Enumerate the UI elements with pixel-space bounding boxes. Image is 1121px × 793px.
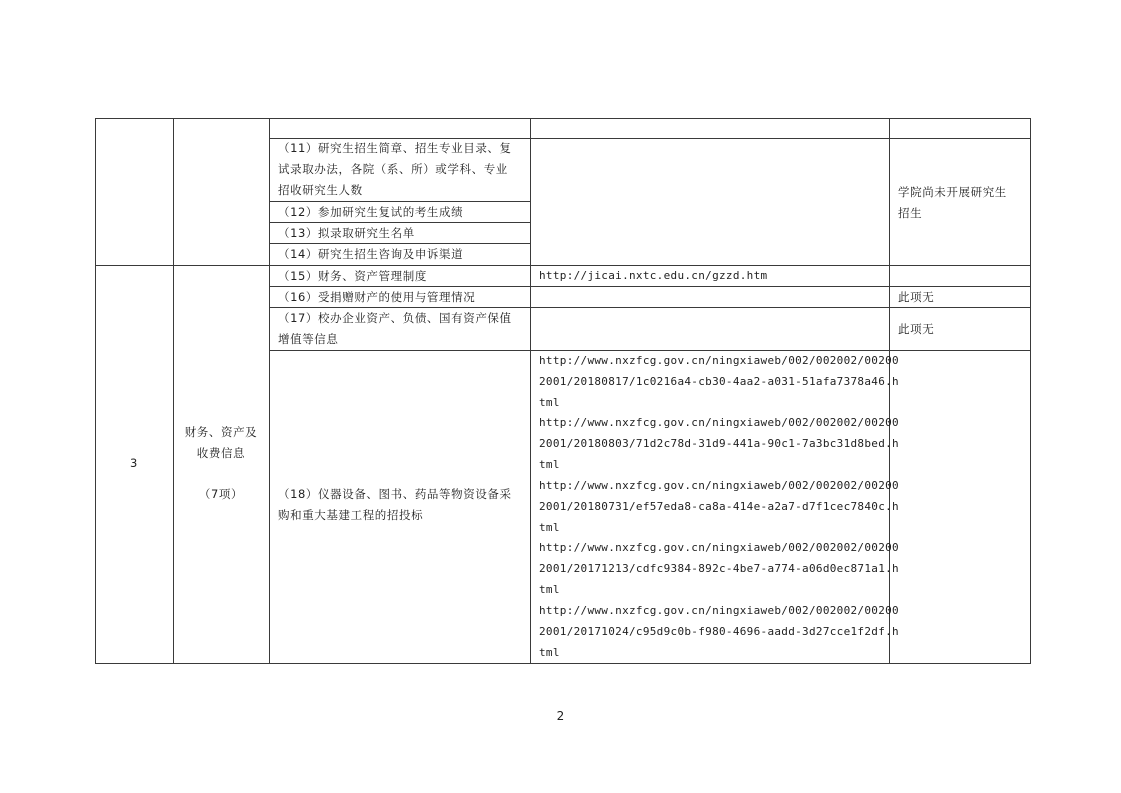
item-11-line-3: 招收研究生人数	[278, 183, 363, 197]
item-18-url-line[interactable]: http://www.nxzfcg.gov.cn/ningxiaweb/002/002002/00200	[539, 604, 899, 617]
item-18-url-line[interactable]: tml	[539, 521, 560, 534]
grid-line	[95, 118, 1031, 119]
item-18-url-line[interactable]: http://www.nxzfcg.gov.cn/ningxiaweb/002/002002/00200	[539, 541, 899, 554]
item-18-url-line[interactable]: 2001/20180731/ef57eda8-ca8a-414e-a2a7-d7f1cec7840c.h	[539, 500, 899, 513]
item-18-url-line[interactable]: 2001/20180803/71d2c78d-31d9-441a-90c1-7a3bc31d8bed.h	[539, 437, 899, 450]
page-number: 2	[556, 709, 565, 723]
item-18-url-line[interactable]: tml	[539, 458, 560, 471]
grid-line	[269, 118, 270, 664]
grid-line	[95, 663, 1031, 664]
item-17-line-1: （17）校办企业资产、负债、国有资产保值	[278, 311, 512, 325]
section-category-line-2: 收费信息	[196, 446, 246, 460]
item-11-line-2: 试录取办法，各院（系、所）或学科、专业	[278, 162, 508, 176]
grid-line	[95, 118, 96, 664]
item-18-line-2: 购和重大基建工程的招投标	[278, 508, 424, 522]
section-category-line-1: 财务、资产及	[184, 425, 258, 439]
item-18-url-line[interactable]: http://www.nxzfcg.gov.cn/ningxiaweb/002/002002/00200	[539, 416, 899, 429]
item-16: （16）受捐赠财产的使用与管理情况	[278, 290, 476, 304]
item-11-line-1: （11）研究生招生简章、招生专业目录、复	[278, 141, 512, 155]
grid-line	[1030, 118, 1031, 664]
grid-line	[530, 118, 531, 664]
section-index: 3	[130, 456, 138, 470]
section-category-count: （7项）	[198, 487, 244, 501]
item-12: （12）参加研究生复试的考生成绩	[278, 205, 464, 219]
item-18-url-line[interactable]: 2001/20171213/cdfc9384-892c-4be7-a774-a06d0ec871a1.h	[539, 562, 899, 575]
item-14: （14）研究生招生咨询及申诉渠道	[278, 247, 464, 261]
note-graduate-line-2: 招生	[898, 206, 923, 220]
item-18-line-1: （18）仪器设备、图书、药品等物资设备采	[278, 487, 512, 501]
item-15: （15）财务、资产管理制度	[278, 269, 427, 283]
item-18-url-line[interactable]: 2001/20180817/1c0216a4-cb30-4aa2-a031-51afa7378a46.h	[539, 375, 899, 388]
item-18-url-line[interactable]: tml	[539, 396, 560, 409]
item-13: （13）拟录取研究生名单	[278, 226, 415, 240]
note-graduate-line-1: 学院尚未开展研究生	[898, 185, 1007, 199]
item-18-url-line[interactable]: tml	[539, 583, 560, 596]
item-16-note: 此项无	[898, 290, 935, 304]
item-18-url-line[interactable]: tml	[539, 646, 560, 659]
item-18-url-line[interactable]: http://www.nxzfcg.gov.cn/ningxiaweb/002/002002/00200	[539, 354, 899, 367]
item-17-note: 此项无	[898, 322, 935, 336]
item-18-url-line[interactable]: 2001/20171024/c95d9c0b-f980-4696-aadd-3d27cce1f2df.h	[539, 625, 899, 638]
item-18-url-line[interactable]: http://www.nxzfcg.gov.cn/ningxiaweb/002/002002/00200	[539, 479, 899, 492]
grid-line	[173, 118, 174, 664]
item-15-url[interactable]: http://jicai.nxtc.edu.cn/gzzd.htm	[539, 269, 768, 282]
item-17-line-2: 增值等信息	[278, 332, 339, 346]
